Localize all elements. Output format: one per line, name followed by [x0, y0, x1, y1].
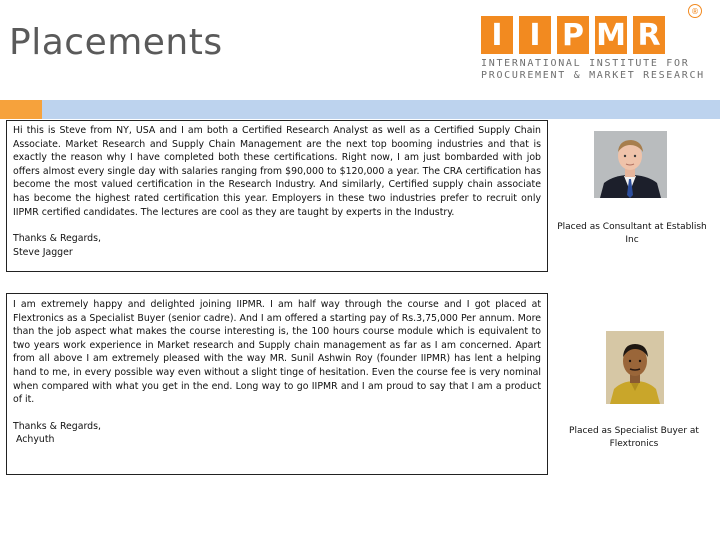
person-photo-icon: [594, 131, 667, 198]
testimonial-body: I am extremely happy and delighted joining IIPMR. I am half way through the course and I got placed at Flextronics as a Specialist Buyer (senior cadre). And I am offered a starting pay of Rs.3,75,000 Per annum. More than the job aspect what makes the course interesting is, the 100 hours course module which is equivalent to two years work experience in Market research and Supply chain management as far as I am concerned. Apart from all above I am extremely pleased with the way MR. Sunil Ashwin Roy (founder IIPMR) has lent a helping hand to me, in every possible way even without a slight tinge of hesitation. Even the course fee is very nominal when compared with what you get in the end. Long way to go IIPMR and I am proud to say that I am a product of it.: [13, 299, 541, 406]
testimonial-body: Hi this is Steve from NY, USA and I am both a Certified Research Analyst as well as a Certified Supply Chain Associate. Market Research and Supply Chain Management are the next top booming industries and that is exactly the reason why I have completed both these certifications. Right now, I am just bombarded with job offers almost every single day with salaries ranging from $90,000 to $120,000 a year. The CRA certification has become the most valued certification in the Research Industry. And similarly, Certified supply chain associate has become the highest rated certification this year. Employers in these two industries prefer to recruit only IIPMR certified candidates. The lectures are cool as they are taught by experts in the Industry.: [13, 125, 541, 218]
logo-letter: M: [596, 17, 626, 53]
iipmr-logo: [481, 4, 711, 82]
placement-caption-achyuth: Placed as Specialist Buyer at Flextronics: [569, 426, 699, 449]
accent-bar-blue: [49, 100, 720, 119]
logo-letter: I: [481, 16, 513, 54]
photo-steve: [594, 131, 667, 198]
accent-bar-orange: [0, 100, 42, 119]
logo-tagline-1: INTERNATIONAL INSTITUTE FOR: [481, 58, 690, 69]
registered-mark: ®: [688, 4, 702, 18]
placement-caption-steve: Placed as Consultant at Establish Inc: [557, 222, 707, 245]
accent-bar-blue-edge: [42, 100, 49, 119]
testimonial-signoff: Thanks & Regards,: [13, 420, 101, 432]
testimonial-box-achyuth: [6, 293, 548, 475]
logo-letters: [481, 16, 665, 54]
person-photo-icon: [606, 331, 664, 404]
testimonial-box-steve: [6, 120, 548, 272]
logo-letter: P: [557, 16, 589, 54]
logo-letter: I: [519, 16, 551, 54]
testimonial-name: Steve Jagger: [13, 246, 73, 258]
testimonial-name: Achyuth: [13, 434, 55, 446]
slide-title: Placements: [9, 22, 223, 63]
logo-tagline-2: PROCUREMENT & MARKET RESEARCH: [481, 70, 705, 81]
photo-achyuth: [606, 331, 664, 404]
testimonial-signoff: Thanks & Regards,: [13, 233, 101, 245]
logo-letter: R: [633, 16, 665, 54]
